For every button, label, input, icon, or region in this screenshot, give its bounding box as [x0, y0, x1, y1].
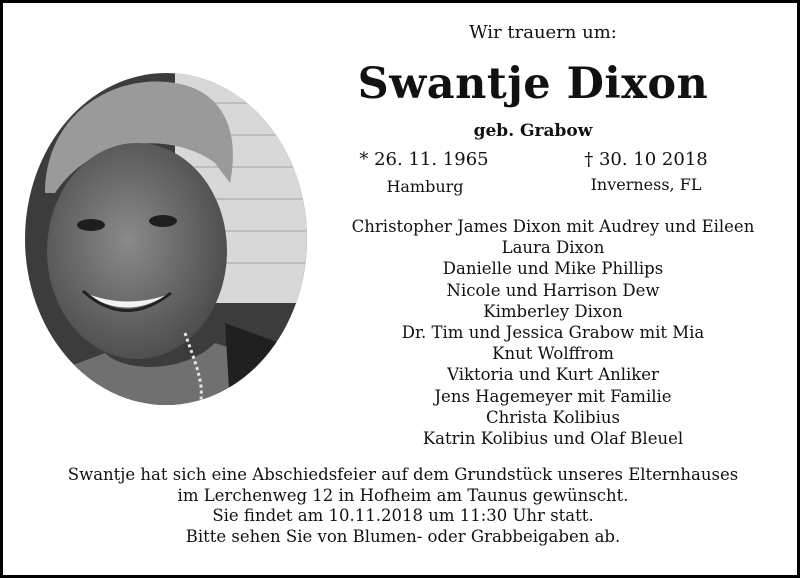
mourner-line: Viktoria und Kurt Anliker	[447, 365, 659, 385]
birth-date: * 26. 11. 1965	[359, 149, 489, 170]
mourner-line: Knut Wolffrom	[492, 344, 614, 364]
mourner-line: Kimberley Dixon	[483, 301, 623, 321]
birth-place: Hamburg	[386, 177, 464, 196]
mourner-line: Laura Dixon	[501, 238, 605, 258]
mourners-list	[333, 216, 773, 449]
closing-line: Sie findet am 10.11.2018 um 11:30 Uhr statt.	[212, 506, 594, 525]
death-place: Inverness, FL	[590, 175, 702, 194]
death-date: † 30. 10 2018	[584, 149, 708, 170]
mourner-line: Christopher James Dixon mit Audrey und Eileen	[351, 217, 755, 236]
intro-heading: Wir trauern um:	[469, 22, 617, 43]
closing-line: im Lerchenweg 12 in Hofheim am Taunus gewünscht.	[177, 485, 629, 505]
closing-line: Bitte sehen Sie von Blumen- oder Grabbeigaben ab.	[185, 526, 621, 546]
mourner-line: Nicole und Harrison Dew	[446, 280, 660, 300]
closing-text	[33, 465, 773, 547]
closing-line: Swantje hat sich eine Abschiedsfeier auf dem Grundstück unseres Elternhauses	[67, 465, 739, 484]
deceased-name: Swantje Dixon	[357, 59, 709, 109]
mourner-line: Danielle und Mike Phillips	[442, 259, 664, 279]
mourner-line: Christa Kolibius	[486, 407, 620, 427]
mourner-line: Katrin Kolibius und Olaf Bleuel	[422, 429, 684, 449]
mourner-line: Dr. Tim und Jessica Grabow mit Mia	[401, 323, 705, 343]
mourner-line: Jens Hagemeyer mit Familie	[434, 386, 672, 406]
maiden-name: geb. Grabow	[473, 121, 593, 141]
portrait-photo	[25, 73, 307, 405]
